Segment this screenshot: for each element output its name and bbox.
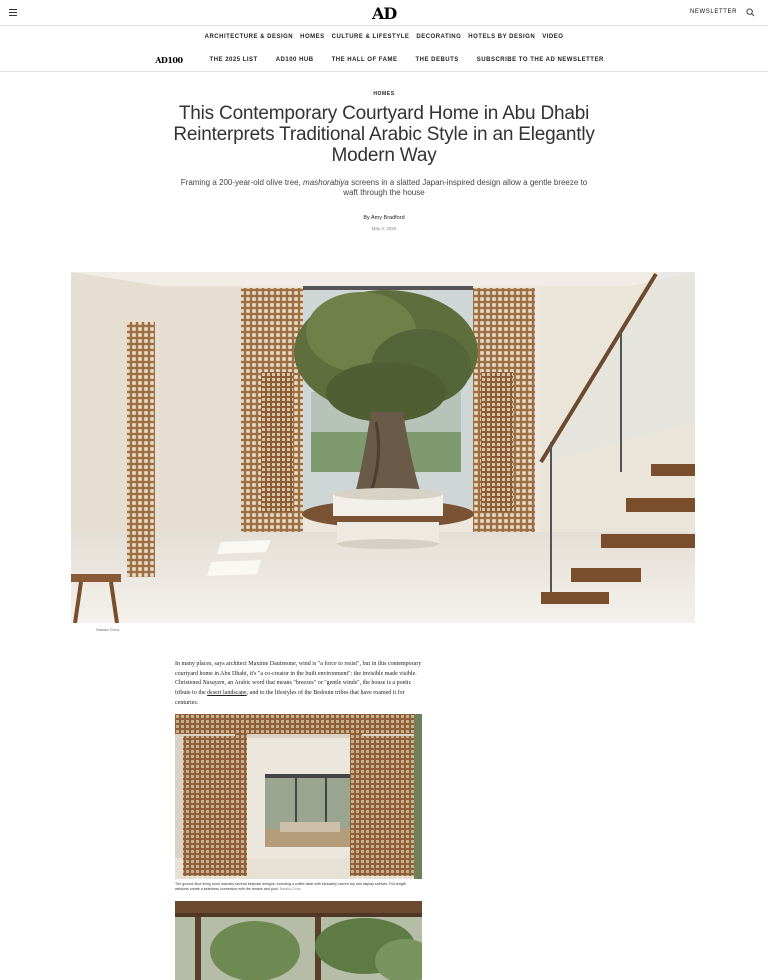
article-dek: [180, 178, 588, 198]
body-paragraph: [175, 660, 427, 709]
nav-2025-list[interactable]: THE 2025 LIST: [209, 56, 258, 63]
hero-image: [71, 272, 695, 623]
nav-hotels-by-design[interactable]: HOTELS BY DESIGN: [468, 34, 536, 40]
top-bar: [0, 0, 768, 26]
caption-text: The ground-floor living room includes several bespoke designs, including a coffee table with intricately carved top and display shelves. Full-length windows create a seamless connection with the terrace and pool.: [175, 882, 406, 891]
image-caption: [175, 882, 420, 892]
publish-date: May 4, 2025: [371, 226, 397, 231]
para-text-3: , and to the lifestyles of the Bedouin tribes that have roamed it for centuries.: [175, 690, 405, 706]
ad-logo[interactable]: AD: [372, 4, 397, 23]
nav-video[interactable]: VIDEO: [542, 34, 564, 40]
ad100-logo[interactable]: AD100: [155, 54, 183, 65]
nav-subscribe-newsletter[interactable]: SUBSCRIBE TO THE AD NEWSLETTER: [476, 56, 604, 63]
caption-credit: Natalia Cicks: [279, 887, 301, 891]
para-emphasis: Nasayem: [202, 680, 225, 687]
newsletter-link[interactable]: NEWSLETTER: [690, 9, 738, 15]
search-icon[interactable]: [746, 8, 755, 17]
desert-landscape-link[interactable]: desert landscape: [207, 690, 247, 697]
dek-emphasis: mashorabiya: [303, 178, 349, 187]
secondary-nav: [0, 48, 768, 72]
menu-icon[interactable]: [9, 9, 17, 16]
dek-text-end: screens in a slatted Japan-inspired design allow a gentle breeze to waft through the house: [343, 178, 588, 197]
nav-the-debuts[interactable]: THE DEBUTS: [415, 56, 459, 63]
nav-decorating[interactable]: DECORATING: [416, 34, 462, 40]
para-text-1: In many places, says architect Maxime Dautresme, wind is "a force to resist", but in this contemporary courtyard home in Abu Dhabi, it's "a co-creator in the built environment": the invisible made visible. Christened: [175, 661, 422, 687]
article-rubric[interactable]: HOMES: [373, 91, 395, 97]
dek-text-start: Framing a 200-year-old olive tree,: [180, 178, 304, 187]
nav-culture-lifestyle[interactable]: CULTURE & LIFESTYLE: [331, 34, 410, 40]
nav-hall-of-fame[interactable]: THE HALL OF FAME: [331, 56, 398, 63]
nav-architecture-design[interactable]: ARCHITECTURE & DESIGN: [204, 34, 294, 40]
terrace-image: [175, 901, 422, 980]
byline[interactable]: By Amy Bradford: [363, 215, 405, 221]
nav-ad100-hub[interactable]: AD100 HUB: [275, 56, 314, 63]
article-headline: This Contemporary Courtyard Home in Abu Dhabi Reinterprets Traditional Arabic Style in an Elegantly Modern Way: [173, 103, 595, 166]
nav-homes[interactable]: HOMES: [300, 34, 325, 40]
primary-nav: [0, 26, 768, 48]
hero-credit: Natalia Cicks: [96, 627, 120, 632]
living-room-image: [175, 714, 422, 879]
para-text-2: , an Arabic word that means "breezes" or "gentle winds", the house is a poetic tribute to the: [175, 680, 412, 697]
